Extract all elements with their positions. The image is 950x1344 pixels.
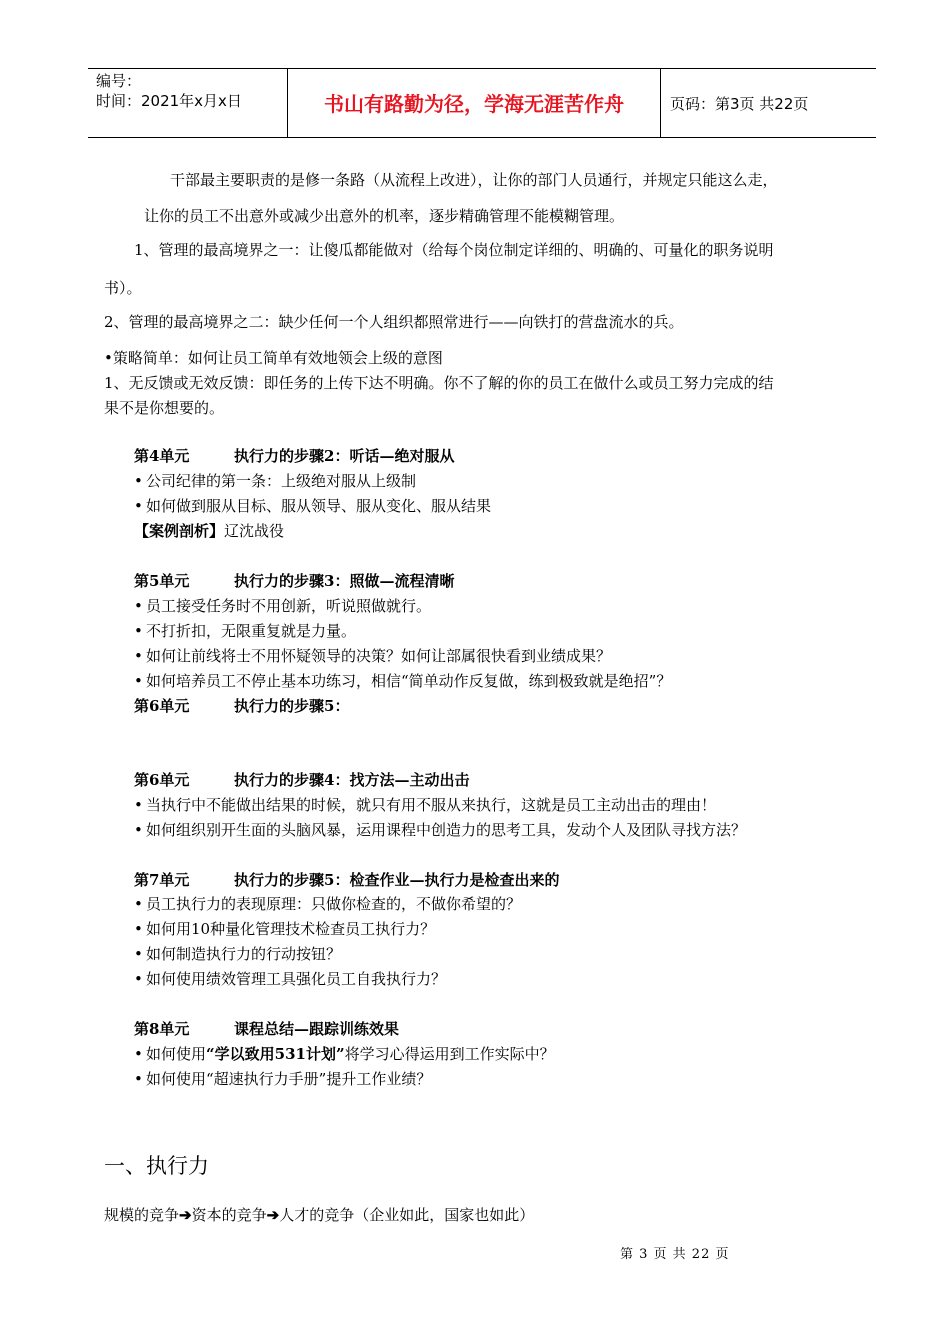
bullet-icon: • (134, 1045, 143, 1063)
unit-heading (134, 696, 349, 716)
header-meta (96, 71, 286, 111)
list-item: • 如何组织别开生面的头脑风暴，运用课程中创造力的思考工具，发动个人及团队寻找方法？ (134, 821, 747, 839)
unit-heading (134, 571, 454, 591)
page-header (88, 68, 876, 138)
case-label: 【案例剖析】 (134, 522, 225, 540)
paragraph-line: 果不是你想要的。 (104, 399, 225, 417)
list-item: • 员工接受任务时不用创新，听说照做就行。 (134, 597, 432, 615)
bullet-icon: • (134, 945, 143, 963)
unit-heading (134, 1019, 399, 1039)
bullet-icon: • (134, 970, 143, 988)
unit-number: 第7单元 (134, 871, 190, 889)
page-footer: 第 3 页 共 22 页 (620, 1247, 730, 1262)
paragraph-line: 书）。 (104, 279, 142, 297)
bullet-icon: • (134, 647, 143, 665)
header-divider (660, 69, 661, 137)
section-heading: 一、执行力 (104, 1154, 209, 1178)
paragraph-line: 干部最主要职责的是修一条路（从流程上改进），让你的部门人员通行，并规定只能这么走， (170, 171, 778, 189)
list-item: • 如何让前线将士不用怀疑领导的决策？如何让部属很快看到业绩成果？ (134, 647, 612, 665)
list-item: • 如何做到服从目标、服从领导、服从变化、服从结果 (134, 497, 492, 515)
unit-heading (134, 446, 454, 466)
list-item: • 员工执行力的表现原理：只做你检查的，不做你希望的？ (134, 895, 522, 913)
paragraph-line: 1、无反馈或无效反馈：即任务的上传下达不明确。你不了解的你的员工在做什么或员工努力完成的结 (104, 374, 774, 392)
document-number-label: 编号： (96, 72, 142, 90)
unit-number: 第8单元 (134, 1020, 190, 1038)
list-item: • 如何使用绩效管理工具强化员工自我执行力？ (134, 970, 447, 988)
unit-title: 执行力的步骤5：检查作业—执行力是检查出来的 (234, 871, 560, 889)
bullet-icon: • (134, 821, 143, 839)
paragraph-line: 2、管理的最高境界之二：缺少任何一个人组织都照常进行——向铁打的营盘流水的兵。 (104, 313, 684, 331)
bullet-icon: • (134, 597, 143, 615)
paragraph-line: 1、管理的最高境界之一：让傻瓜都能做对（给每个岗位制定详细的、明确的、可量化的职务说明 (134, 241, 774, 259)
list-item: • 如何用10种量化管理技术检查员工执行力？ (134, 920, 436, 938)
document-time-label: 时间：2021年x月x日 (96, 92, 242, 110)
bullet-icon: • (134, 497, 143, 515)
bullet-icon: • (134, 796, 143, 814)
unit-heading (134, 770, 469, 790)
paragraph-line: •策略简单：如何让员工简单有效地领会上级的意图 (104, 349, 443, 367)
case-text: 辽沈战役 (224, 522, 285, 540)
arrow-icon: ➔ (179, 1206, 192, 1224)
list-item: • 公司纪律的第一条：上级绝对服从上级制 (134, 472, 417, 490)
bullet-icon: • (134, 622, 143, 640)
list-item: • 如何培养员工不停止基本功练习，相信“简单动作反复做，练到极致就是绝招”？ (134, 672, 672, 690)
unit-heading (134, 870, 559, 890)
list-item: • 如何使用“学以致用531计划”将学习心得运用到工作实际中？ (134, 1045, 555, 1063)
unit-number: 第6单元 (134, 771, 190, 789)
bullet-icon: • (134, 920, 143, 938)
unit-title: 执行力的步骤4：找方法—主动出击 (234, 771, 470, 789)
list-item: • 不打折扣，无限重复就是力量。 (134, 622, 357, 640)
unit-number: 第6单元 (134, 697, 190, 715)
list-item: • 如何制造执行力的行动按钮？ (134, 945, 342, 963)
bullet-icon: • (134, 895, 143, 913)
case-study-line (134, 521, 284, 541)
list-item: • 当执行中不能做出结果的时候，就只有用不服从来执行，这就是员工主动出击的理由！ (134, 796, 717, 814)
bullet-icon: • (134, 1070, 143, 1088)
unit-title: 执行力的步骤3：照做—流程清晰 (234, 572, 455, 590)
unit-title: 课程总结—跟踪训练效果 (234, 1020, 400, 1038)
section-line: 规模的竞争➔资本的竞争➔人才的竞争（企业如此，国家也如此） (104, 1206, 535, 1224)
paragraph-line: 让你的员工不出意外或减少出意外的机率，逐步精确管理不能模糊管理。 (144, 207, 625, 225)
unit-title: 执行力的步骤2：听话—绝对服从 (234, 447, 455, 465)
header-motto: 书山有路勤为径，学海无涯苦作舟 (324, 92, 624, 116)
unit-title: 执行力的步骤5： (234, 697, 350, 715)
unit-number: 第5单元 (134, 572, 190, 590)
list-item: • 如何使用“超速执行力手册”提升工作业绩？ (134, 1070, 432, 1088)
bullet-icon: • (134, 672, 143, 690)
arrow-icon: ➔ (266, 1206, 280, 1224)
header-page-label: 页码：第3页 共22页 (670, 95, 809, 113)
bullet-icon: • (134, 472, 143, 490)
unit-number: 第4单元 (134, 447, 190, 465)
